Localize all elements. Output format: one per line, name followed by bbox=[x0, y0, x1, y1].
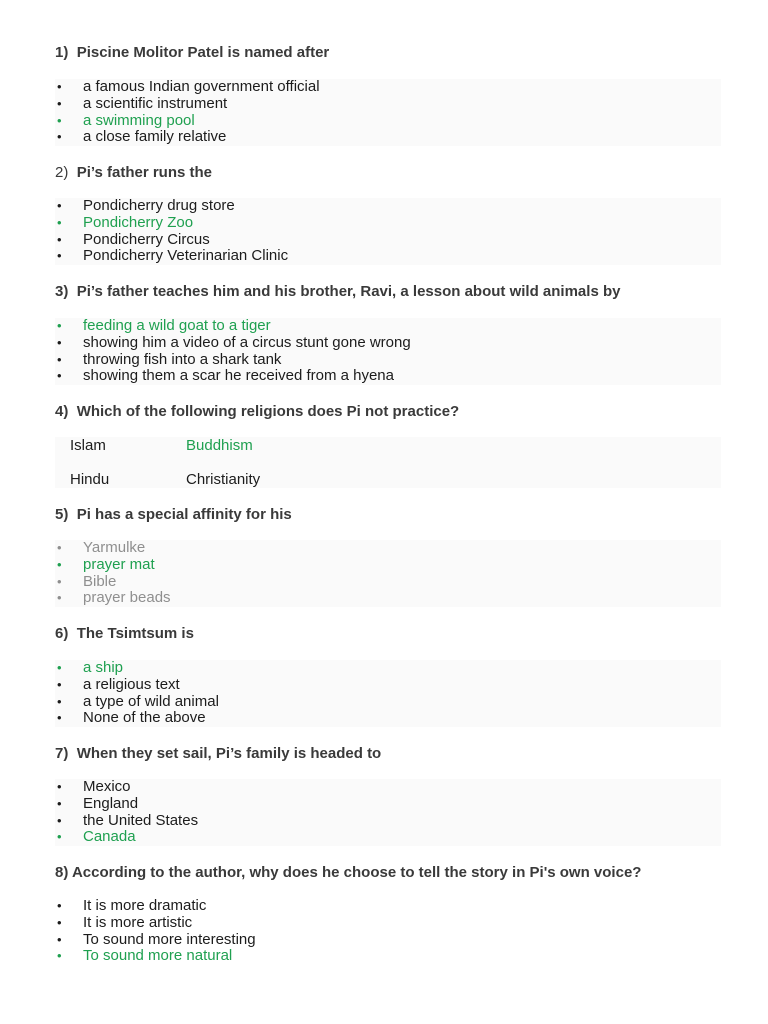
answer-option: • It is more dramatic bbox=[57, 897, 207, 914]
question-4 bbox=[55, 403, 459, 421]
answer-option: • showing him a video of a circus stunt gone wrong bbox=[57, 333, 411, 351]
answer-option: • Yarmulke bbox=[57, 539, 146, 556]
answer-option: • Bible bbox=[57, 572, 117, 590]
bullet: • bbox=[57, 198, 62, 213]
answer-option: • Pondicherry Circus bbox=[57, 230, 210, 248]
answer-option: • prayer beads bbox=[57, 589, 171, 607]
answer-option-correct: • a swimming pool bbox=[57, 111, 195, 129]
answer-option: • Pondicherry Veterinarian Clinic bbox=[57, 247, 289, 265]
question-number: 8) bbox=[55, 864, 69, 881]
bullet: • bbox=[57, 779, 62, 794]
question-number: 7) bbox=[55, 745, 69, 762]
answer-option: • None of the above bbox=[57, 709, 206, 727]
question-text: Pi’s father runs the bbox=[76, 164, 212, 181]
bullet: • bbox=[57, 676, 62, 692]
answer-list bbox=[55, 198, 721, 265]
answer-option-correct: • a ship bbox=[57, 659, 124, 676]
answer-option: • showing them a scar he received from a hyena bbox=[57, 367, 394, 385]
question-2 bbox=[55, 164, 212, 182]
bullet: • bbox=[57, 660, 62, 675]
answer-option: • England bbox=[57, 794, 139, 812]
answer-option-correct: • prayer mat bbox=[57, 555, 155, 573]
bullet: • bbox=[57, 573, 62, 589]
answer-list bbox=[55, 779, 721, 846]
answer-list bbox=[55, 660, 721, 727]
answer-option-correct: • feeding a wild goat to a tiger bbox=[57, 317, 271, 334]
bullet: • bbox=[57, 79, 62, 94]
bullet: • bbox=[57, 368, 62, 384]
answer-option: • throwing fish into a shark tank bbox=[57, 350, 282, 368]
answer-option: Islam bbox=[70, 437, 106, 454]
answer-option: • Mexico bbox=[57, 778, 131, 795]
answer-option: Christianity bbox=[186, 471, 261, 488]
bullet: • bbox=[57, 898, 62, 913]
answer-list bbox=[55, 540, 721, 607]
bullet: • bbox=[57, 829, 62, 845]
question-text: Piscine Molitor Patel is named after bbox=[76, 44, 330, 61]
answer-list bbox=[55, 79, 721, 146]
bullet: • bbox=[57, 693, 62, 709]
answer-option-correct: • To sound more natural bbox=[57, 947, 233, 965]
answer-list bbox=[55, 318, 721, 385]
bullet: • bbox=[57, 914, 62, 930]
bullet: • bbox=[57, 540, 62, 555]
answer-option: • the United States bbox=[57, 811, 199, 829]
question-7 bbox=[55, 745, 381, 763]
question-text: Pi has a special affinity for his bbox=[76, 506, 292, 523]
answer-option-correct: • Canada bbox=[57, 828, 136, 846]
bullet: • bbox=[57, 710, 62, 726]
question-1 bbox=[55, 44, 329, 62]
answer-option: • To sound more interesting bbox=[57, 930, 256, 948]
bullet: • bbox=[57, 248, 62, 264]
answer-option-correct: Buddhism bbox=[186, 437, 253, 454]
answer-list bbox=[55, 898, 721, 965]
question-text: The Tsimtsum is bbox=[76, 625, 194, 642]
answer-option: • a famous Indian government official bbox=[57, 78, 320, 95]
bullet: • bbox=[57, 112, 62, 128]
bullet: • bbox=[57, 795, 62, 811]
bullet: • bbox=[57, 231, 62, 247]
bullet: • bbox=[57, 351, 62, 367]
question-number: 1) bbox=[55, 44, 69, 61]
question-number: 4) bbox=[55, 403, 69, 420]
bullet: • bbox=[57, 931, 62, 947]
bullet: • bbox=[57, 318, 62, 333]
bullet: • bbox=[57, 334, 62, 350]
question-3 bbox=[55, 283, 620, 301]
question-number: 5) bbox=[55, 506, 69, 523]
answer-option: • a close family relative bbox=[57, 128, 227, 146]
question-number: 2) bbox=[55, 164, 69, 181]
question-number: 3) bbox=[55, 283, 69, 300]
answer-option: • Pondicherry drug store bbox=[57, 197, 235, 214]
bullet: • bbox=[57, 948, 62, 964]
answer-grid bbox=[55, 437, 721, 488]
answer-option: • a type of wild animal bbox=[57, 692, 219, 710]
question-5 bbox=[55, 506, 292, 524]
answer-option: • a religious text bbox=[57, 675, 180, 693]
question-number: 6) bbox=[55, 625, 69, 642]
question-text: According to the author, why does he choose to tell the story in Pi's own voice? bbox=[71, 864, 642, 881]
answer-option-correct: • Pondicherry Zoo bbox=[57, 213, 194, 231]
bullet: • bbox=[57, 214, 62, 230]
question-text: Pi’s father teaches him and his brother, Ravi, a lesson about wild animals by bbox=[76, 283, 621, 300]
bullet: • bbox=[57, 812, 62, 828]
bullet: • bbox=[57, 95, 62, 111]
question-6 bbox=[55, 625, 194, 643]
answer-option: • It is more artistic bbox=[57, 913, 193, 931]
answer-option: • a scientific instrument bbox=[57, 94, 228, 112]
bullet: • bbox=[57, 556, 62, 572]
question-text: When they set sail, Pi’s family is headed to bbox=[76, 745, 382, 762]
question-text: Which of the following religions does Pi not practice? bbox=[76, 403, 460, 420]
bullet: • bbox=[57, 129, 62, 145]
answer-option: Hindu bbox=[70, 471, 110, 488]
question-8 bbox=[55, 864, 641, 882]
bullet: • bbox=[57, 590, 62, 606]
